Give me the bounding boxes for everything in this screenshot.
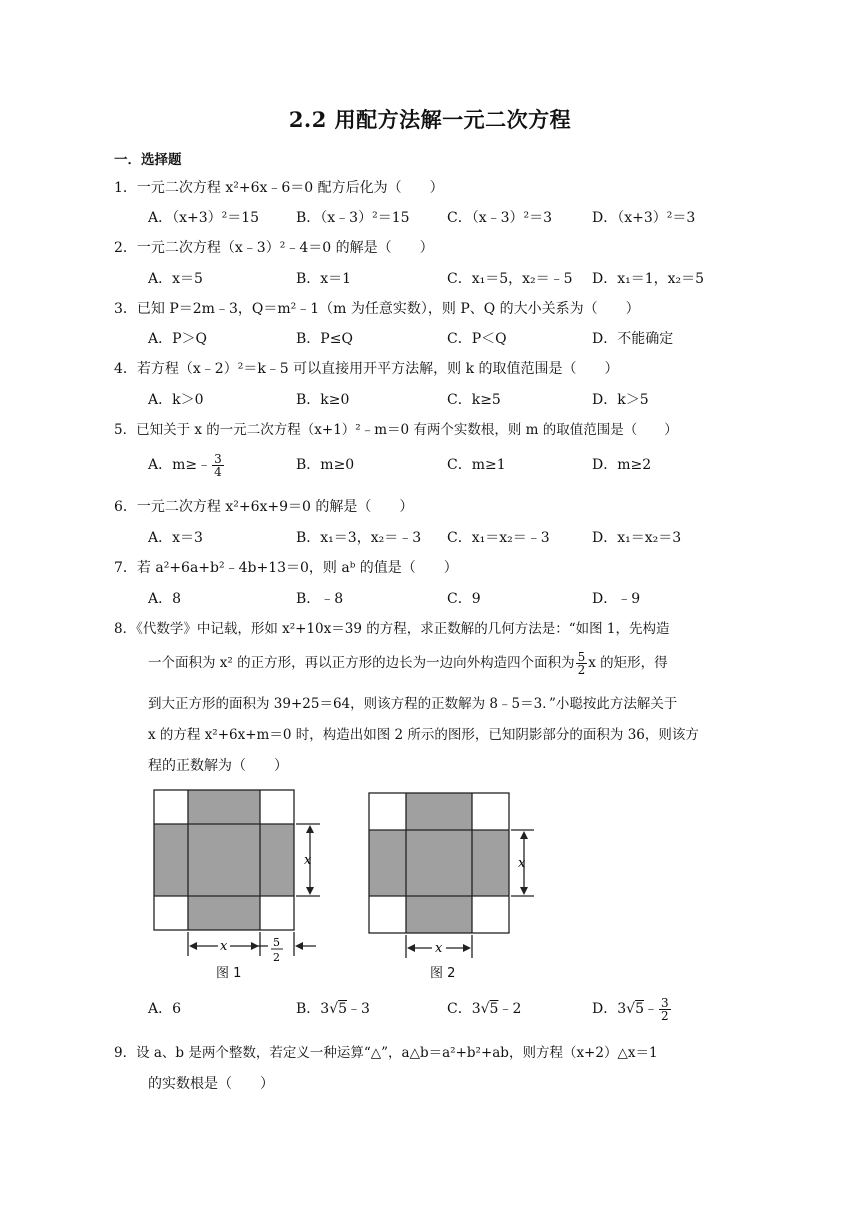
question-5-option-c[interactable]: C．m≥1 bbox=[447, 457, 506, 473]
fig1-frac-den: 2 bbox=[273, 951, 280, 964]
question-5-option-d[interactable]: D．m≥2 bbox=[592, 457, 652, 473]
question-4-option-c[interactable]: C．k≥5 bbox=[447, 392, 501, 408]
fraction bbox=[212, 453, 224, 478]
fig2-label-x-vertical: x bbox=[518, 856, 526, 871]
option-d-rest: ﹣ bbox=[643, 1001, 658, 1017]
question-8-line-4: x 的方程 x²+6x+m＝0 时，构造出如图 2 所示的图形，已知阴影部分的面积为 36，则该方 bbox=[148, 727, 699, 743]
question-7-option-d[interactable]: D．﹣9 bbox=[592, 591, 641, 607]
question-6-stem: 6．一元二次方程 x²+6x+9＝0 的解是（ ） bbox=[114, 499, 414, 515]
page-title: 2.2 用配方法解一元二次方程 bbox=[288, 107, 572, 132]
question-7-stem: 7．若 a²+6a+b²﹣4b+13＝0，则 aᵇ 的值是（ ） bbox=[114, 560, 458, 576]
question-5-option-a-text: A．m≥﹣ bbox=[148, 457, 212, 473]
question-8-line-2 bbox=[148, 646, 668, 680]
question-4-option-b[interactable]: B．k≥0 bbox=[296, 392, 350, 408]
fig1-label-x-vertical: x bbox=[304, 853, 312, 868]
question-7-option-b[interactable]: B．﹣8 bbox=[296, 591, 344, 607]
fraction-numerator: 5 bbox=[577, 650, 586, 664]
radicand: 5 bbox=[489, 1001, 499, 1017]
question-8-option-d[interactable]: D．3√5﹣ $\frac{3}{2}$ bbox=[592, 995, 669, 1023]
fig1-shade-horizontal bbox=[154, 824, 294, 896]
figure-2-caption: 图 2 bbox=[430, 966, 456, 981]
option-c-coef: C．3 bbox=[447, 1001, 481, 1017]
option-c-rest: ﹣2 bbox=[498, 1001, 522, 1017]
question-2-option-c[interactable]: C．x₁＝5，x₂＝﹣5 bbox=[447, 271, 573, 287]
question-8-line-1: 8．《代数学》中记载，形如 x²+10x＝39 的方程，求正数解的几何方法是：“如图 1，先构造 bbox=[114, 621, 670, 637]
question-3-option-c[interactable]: C．P＜Q bbox=[447, 331, 507, 347]
fig2-shade-horizontal bbox=[369, 830, 509, 896]
question-8-option-c[interactable]: C．3√5﹣2 bbox=[447, 1001, 522, 1017]
question-7-option-a[interactable]: A．8 bbox=[148, 591, 182, 607]
fig1-frac-num: 5 bbox=[273, 936, 280, 949]
fraction bbox=[576, 651, 588, 676]
figure-1 bbox=[148, 784, 338, 984]
question-8-line-5: 程的正数解为（ ） bbox=[148, 758, 288, 774]
figure-2 bbox=[364, 788, 544, 978]
question-9-line-1: 9．设 a、b 是两个整数，若定义一种运算“△”，a△b＝a²+b²+ab，则方程（x+2）△x＝1 bbox=[114, 1045, 658, 1061]
radicand: 5 bbox=[338, 1001, 348, 1017]
question-8-line-2-text-b: x 的矩形，得 bbox=[588, 655, 668, 671]
question-7-option-c[interactable]: C．9 bbox=[447, 591, 481, 607]
question-3-stem: 3．已知 P＝2m﹣3，Q＝m²﹣1（m 为任意实数），则 P、Q 的大小关系为（ ） bbox=[114, 301, 640, 317]
radicand: 5 bbox=[635, 1001, 644, 1017]
option-b-rest: ﹣3 bbox=[347, 1001, 370, 1017]
question-5-option-a[interactable] bbox=[148, 448, 225, 482]
section-heading: 一．选择题 bbox=[114, 152, 182, 168]
question-8-option-b[interactable]: B．3√5﹣3 bbox=[296, 1001, 370, 1017]
fraction-denominator: 2 bbox=[577, 663, 586, 677]
question-3-option-a[interactable]: A．P＞Q bbox=[148, 331, 208, 347]
question-6-option-c[interactable]: C．x₁＝x₂＝﹣3 bbox=[447, 530, 550, 546]
question-3-option-d[interactable]: D．不能确定 bbox=[592, 331, 674, 347]
question-4-option-a[interactable]: A．k＞0 bbox=[148, 392, 204, 408]
fig1-label-x-horizontal: x bbox=[220, 939, 228, 954]
question-4-stem: 4．若方程（x﹣2）²＝k﹣5 可以直接用开平方法解，则 k 的取值范围是（ ） bbox=[114, 361, 619, 377]
question-1-option-c[interactable]: C．（x﹣3）²＝3 bbox=[447, 210, 553, 226]
question-3-option-b[interactable]: B．P≤Q bbox=[296, 331, 353, 347]
question-8-line-3: 到大正方形的面积为 39+25＝64，则该方程的正数解为 8﹣5＝3．”小聪按此方法解关于 bbox=[148, 696, 678, 712]
question-5-stem: 5．已知关于 x 的一元二次方程（x+1）²﹣m＝0 有两个实数根，则 m 的取值范围是（ ） bbox=[114, 422, 678, 438]
question-2-option-b[interactable]: B．x＝1 bbox=[296, 271, 352, 287]
fraction-denominator: 4 bbox=[214, 464, 222, 479]
fraction-numerator: 3 bbox=[660, 995, 669, 1010]
fraction bbox=[659, 997, 671, 1022]
question-5-option-b[interactable]: B．m≥0 bbox=[296, 457, 355, 473]
question-4-option-d[interactable]: D．k＞5 bbox=[592, 392, 649, 408]
question-8-line-2-text-a: 一个面积为 x² 的正方形，再以正方形的边长为一边向外构造四个面积为 bbox=[148, 655, 575, 671]
fraction-numerator: 3 bbox=[214, 451, 222, 466]
question-1-option-a[interactable]: A．（x+3）²＝15 bbox=[148, 210, 260, 226]
option-b-coef: B．3 bbox=[296, 1001, 330, 1017]
question-2-option-a[interactable]: A．x＝5 bbox=[148, 271, 203, 287]
figure-1-caption: 图 1 bbox=[216, 966, 242, 981]
question-1-option-b[interactable]: B．（x﹣3）²＝15 bbox=[296, 210, 410, 226]
question-8-option-a[interactable]: A．6 bbox=[148, 1001, 182, 1017]
question-2-stem: 2．一元二次方程（x﹣3）²﹣4＝0 的解是（ ） bbox=[114, 240, 434, 256]
question-1-option-d[interactable]: D．（x+3）²＝3 bbox=[592, 210, 696, 226]
fig2-label-x-horizontal: x bbox=[435, 941, 443, 956]
fraction-denominator: 2 bbox=[660, 1008, 669, 1023]
question-2-option-d[interactable]: D．x₁＝1，x₂＝5 bbox=[592, 271, 705, 287]
question-6-option-b[interactable]: B．x₁＝3，x₂＝﹣3 bbox=[296, 530, 422, 546]
question-6-option-d[interactable]: D．x₁＝x₂＝3 bbox=[592, 530, 682, 546]
question-9-line-2: 的实数根是（ ） bbox=[148, 1076, 274, 1092]
question-1-stem: 1．一元二次方程 x²+6x﹣6＝0 配方后化为（ ） bbox=[114, 180, 444, 196]
question-6-option-a[interactable]: A．x＝3 bbox=[148, 530, 203, 546]
option-d-coef: D．3 bbox=[592, 1001, 627, 1017]
